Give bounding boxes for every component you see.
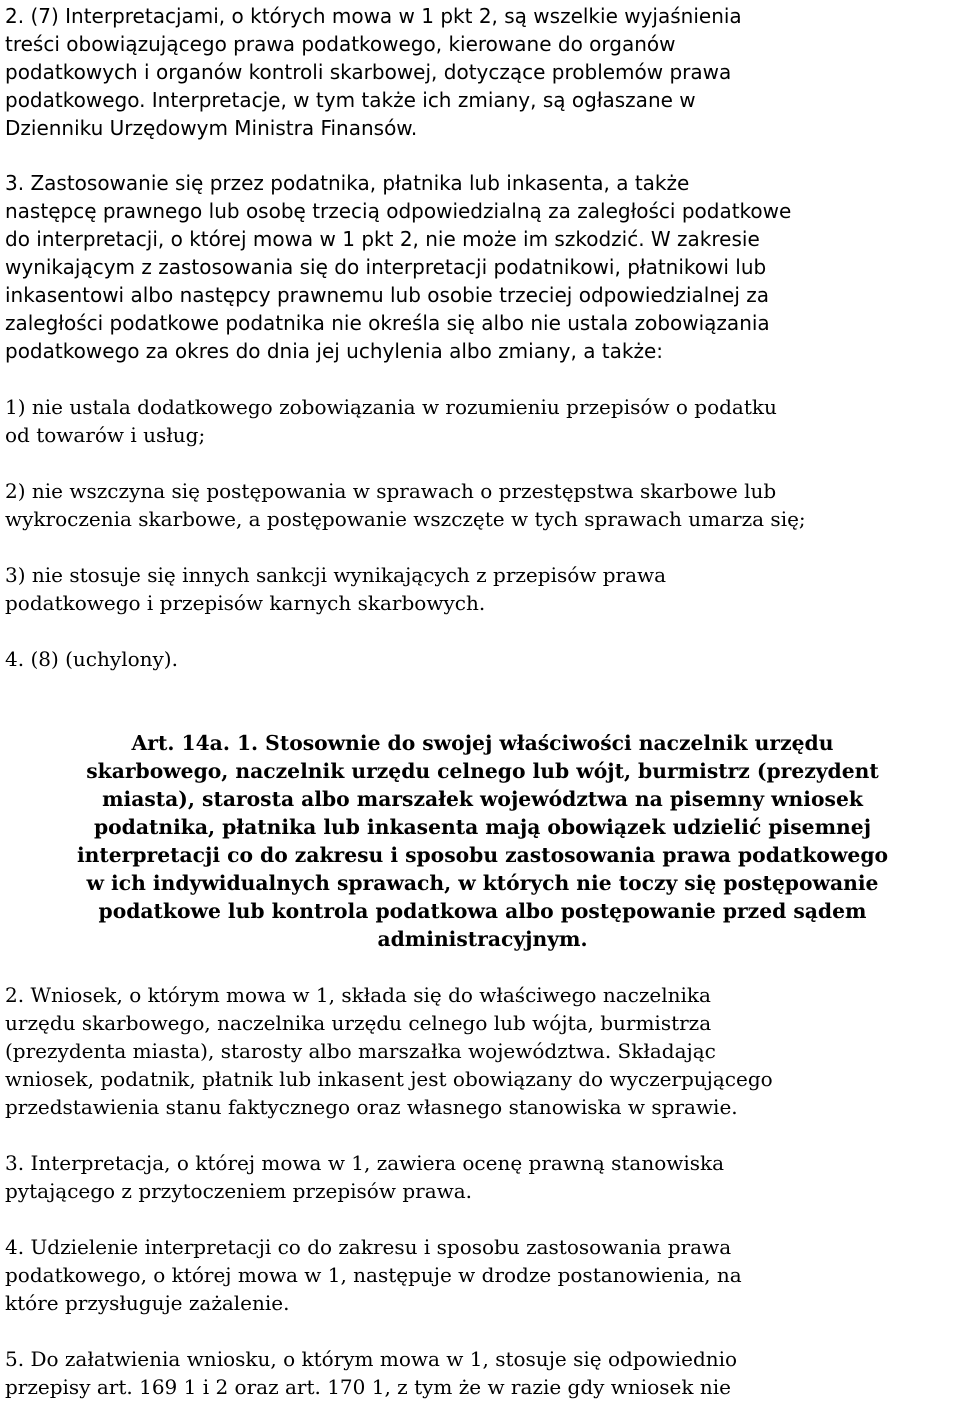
text-line: interpretacji co do zakresu i sposobu zastosowania prawa podatkowego <box>76 843 889 867</box>
text-line: podatkowego. Interpretacje, w tym także ich zmiany, są ogłaszane w <box>5 88 696 112</box>
text-line: treści obowiązującego prawa podatkowego, kierowane do organów <box>5 32 676 56</box>
text-line: skarbowego, naczelnik urzędu celnego lub wójt, burmistrz (prezydent <box>86 759 879 783</box>
text-line: podatkowe lub kontrola podatkowa albo postępowanie przed sądem <box>98 899 867 923</box>
text-line: 3. Interpretacja, o której mowa w 1, zawiera ocenę prawną stanowiska <box>5 1151 725 1175</box>
spacer <box>5 533 960 561</box>
text-line: 4. Udzielenie interpretacji co do zakresu i sposobu zastosowania prawa <box>5 1235 732 1259</box>
text-line: (prezydenta miasta), starosty albo marszałka województwa. Składając <box>5 1039 716 1063</box>
list-item-2 <box>5 477 960 533</box>
text-line: przedstawienia stanu faktycznego oraz własnego stanowiska w sprawie. <box>5 1095 738 1119</box>
text-line: 1) nie ustala dodatkowego zobowiązania w rozumieniu przepisów o podatku <box>5 395 777 419</box>
text-line: Art. 14a. 1. Stosownie do swojej właściwości naczelnik urzędu <box>131 731 834 755</box>
article-14a-heading-paragraph <box>5 729 960 953</box>
text-line: Dzienniku Urzędowym Ministra Finansów. <box>5 116 418 140</box>
list-item-3 <box>5 561 960 617</box>
text-line: podatkowego, o której mowa w 1, następuje w drodze postanowienia, na <box>5 1263 742 1287</box>
spacer <box>5 449 960 477</box>
text-line: miasta), starosta albo marszałek województwa na pisemny wniosek <box>102 787 863 811</box>
paragraph-2-7 <box>5 2 960 142</box>
text-line: w ich indywidualnych sprawach, w których nie toczy się postępowanie <box>86 871 879 895</box>
text-line: wykroczenia skarbowe, a postępowanie wszczęte w tych sprawach umarza się; <box>5 507 806 531</box>
text-line: urzędu skarbowego, naczelnika urzędu celnego lub wójta, burmistrza <box>5 1011 712 1035</box>
text-line: zaległości podatkowe podatnika nie określa się albo nie ustala zobowiązania <box>5 311 770 335</box>
text-line: podatnika, płatnika lub inkasenta mają obowiązek udzielić pisemnej <box>93 815 872 839</box>
text-line: 4. (8) (uchylony). <box>5 647 178 671</box>
paragraph-3 <box>5 169 960 365</box>
text-line: administracyjnym. <box>377 927 588 951</box>
article-14a-paragraph-4 <box>5 1233 960 1317</box>
document-page <box>5 0 960 1401</box>
text-line: pytającego z przytoczeniem przepisów prawa. <box>5 1179 473 1203</box>
spacer <box>5 1205 960 1233</box>
text-line: do interpretacji, o której mowa w 1 pkt 2, nie może im szkodzić. W zakresie <box>5 227 760 251</box>
text-line: podatkowego i przepisów karnych skarbowych. <box>5 591 486 615</box>
text-line: od towarów i usług; <box>5 423 206 447</box>
text-line: następcę prawnego lub osobę trzecią odpowiedzialną za zaległości podatkowe <box>5 199 792 223</box>
text-line: podatkowych i organów kontroli skarbowej, dotyczące problemów prawa <box>5 60 732 84</box>
text-line: które przysługuje zażalenie. <box>5 1291 290 1315</box>
article-14a-paragraph-2 <box>5 981 960 1121</box>
text-line: podatkowego za okres do dnia jej uchylenia albo zmiany, a także: <box>5 339 664 363</box>
spacer <box>5 365 960 393</box>
text-line: inkasentowi albo następcy prawnemu lub osobie trzeciej odpowiedzialnej za <box>5 283 770 307</box>
text-line: wniosek, podatnik, płatnik lub inkasent jest obowiązany do wyczerpującego <box>5 1067 773 1091</box>
text-line: 2. Wniosek, o którym mowa w 1, składa się do właściwego naczelnika <box>5 983 711 1007</box>
text-line: wynikającym z zastosowania się do interpretacji podatnikowi, płatnikowi lub <box>5 255 767 279</box>
spacer <box>5 673 960 729</box>
text-line: 5. Do załatwienia wniosku, o którym mowa w 1, stosuje się odpowiednio <box>5 1347 738 1371</box>
text-line: 2. (7) Interpretacjami, o których mowa w 1 pkt 2, są wszelkie wyjaśnienia <box>5 4 742 28</box>
spacer <box>5 1317 960 1345</box>
list-item-1 <box>5 393 960 449</box>
spacer <box>5 953 960 981</box>
spacer <box>5 617 960 645</box>
paragraph-4 <box>5 645 960 673</box>
spacer <box>5 1121 960 1149</box>
text-line: 3. Zastosowanie się przez podatnika, płatnika lub inkasenta, a także <box>5 171 690 195</box>
text-line: 2) nie wszczyna się postępowania w sprawach o przestępstwa skarbowe lub <box>5 479 777 503</box>
text-line: 3) nie stosuje się innych sankcji wynikających z przepisów prawa <box>5 563 667 587</box>
article-14a-paragraph-3 <box>5 1149 960 1205</box>
article-14a-paragraph-5 <box>5 1345 960 1401</box>
text-line: przepisy art. 169 1 i 2 oraz art. 170 1, z tym że w razie gdy wniosek nie <box>5 1375 731 1399</box>
spacer <box>5 142 960 169</box>
